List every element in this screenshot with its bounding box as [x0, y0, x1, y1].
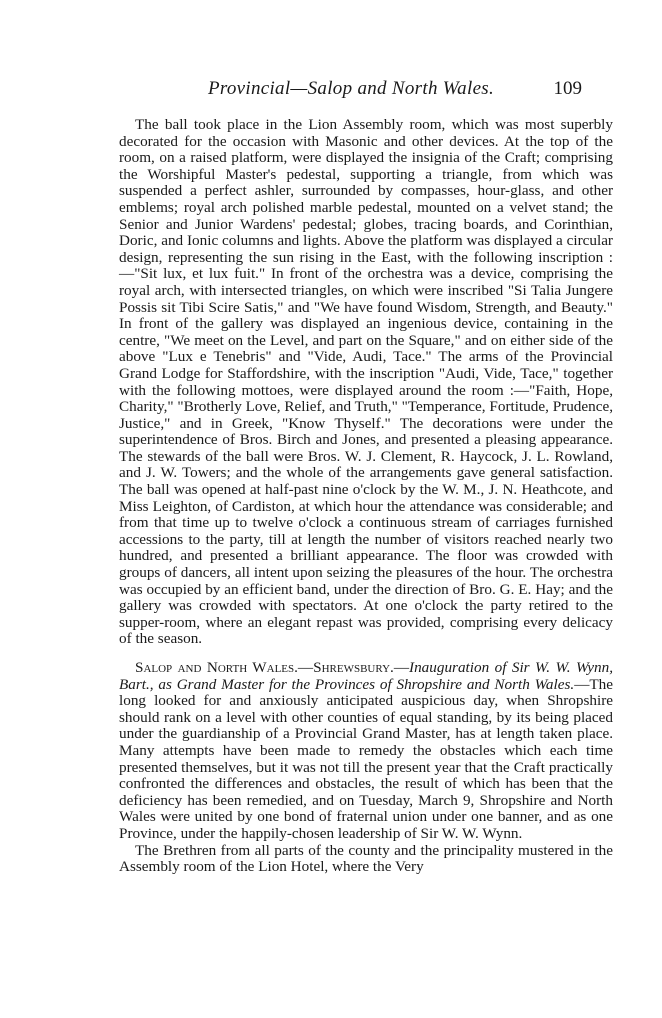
section-italic-heading: Inauguration of Sir W. W. Wynn, Bart., as Grand Master for the Provinces of Shropshire and North Wales.: [119, 659, 614, 693]
running-head: [120, 78, 582, 104]
running-title: Provincial—Salop and North Wales.: [207, 78, 495, 99]
paragraph-inauguration: [119, 660, 613, 843]
page-number: 109: [553, 78, 582, 99]
paragraph-brethren: The Brethren from all parts of the county and the principality mustered in the Assembly room of the Lion Hotel, where the Very: [119, 841, 613, 876]
section-text: —The long looked for and anxiously anticipated auspicious day, when Shropshire should rank on a level with other counties of equal standing, by its being placed under the guardianship of a Provincial Grand Master, has at length taken place. Many attempts have been made to remedy the obstacles which each time presented themselves, but it was not till the present year that the Craft practically confronted the differences and obstacles, the result of which has been that the deficiency has been remedied, and on Tuesday, March 9, Shropshire and North Wales were united by one bond of fraternal union under one banner, and as one Province, under the happily-chosen leadership of Sir W. W. Wynn.: [119, 675, 613, 842]
paragraph-ball: The ball took place in the Lion Assembly room, which was most superbly decorated for the occasion with Masonic and other devices. At the top of the room, on a raised platform, were displayed the insignia of the Craft; comprising the Worshipful Master's pedestal, supporting a triangle, from which was suspended a perfect ashler, surrounded by compasses, hour-glass, and other emblems; royal arch polished marble pedestal, mounted on a velvet stand; the Senior and Junior Wardens' pedestal; globes, tracing boards, and Corinthian, Doric, and Ionic columns and lights. Above the platform was displayed a circular design, representing the sun rising in the East, with the following inscription :—"Sit lux, et lux fuit." In front of the orchestra was a device, comprising the royal arch, with intersected triangles, on which were inscribed "Si Talia Jungere Possis sit Tibi Scire Satis," and "We have found Wisdom, Strength, and Beauty." In front of the gallery was displayed an ingenious device, containing in the centre, "We meet on the Level, and part on the Square," and on either side of the above "Lux e Tenebris" and "Vide, Audi, Tace." The arms of the Provincial Grand Lodge for Staffordshire, with the inscription "Audi, Vide, Tace," together with the following mottoes, were displayed around the room :—"Faith, Hope, Charity," "Brotherly Love, Relief, and Truth," "Temperance, Fortitude, Prudence, Justice," and in Greek, "Know Thyself." The decorations were under the superintendence of Bros. Birch and Jones, and presented a pleasing appearance. The stewards of the ball were Bros. W. J. Clement, R. Haycock, J. L. Rowland, and J. W. Towers; and the whole of the arrangements gave general satisfaction. The ball was opened at half-past nine o'clock by the W. M., J. N. Heathcote, and Miss Leighton, of Cardiston, at which hour the attendance was considerable; and from that time up to twelve o'clock a continuous stream of carriages furnished accessions to the party, till at length the number of visitors reached nearly two hundred, and presented a brilliant appearance. The floor was crowded with groups of dancers, all intent upon seizing the pleasures of the hour. The orchestra was occupied by an efficient band, under the direction of Bro. G. E. Hay; and the gallery was crowded with spectators. At one o'clock the party retired to the supper-room, where an elegant repast was provided, comprising every delicacy of the season.: [119, 116, 613, 648]
body-text: [119, 117, 613, 876]
section-lead-in: Salop and North Wales.—Shrewsbury.—: [135, 659, 410, 676]
